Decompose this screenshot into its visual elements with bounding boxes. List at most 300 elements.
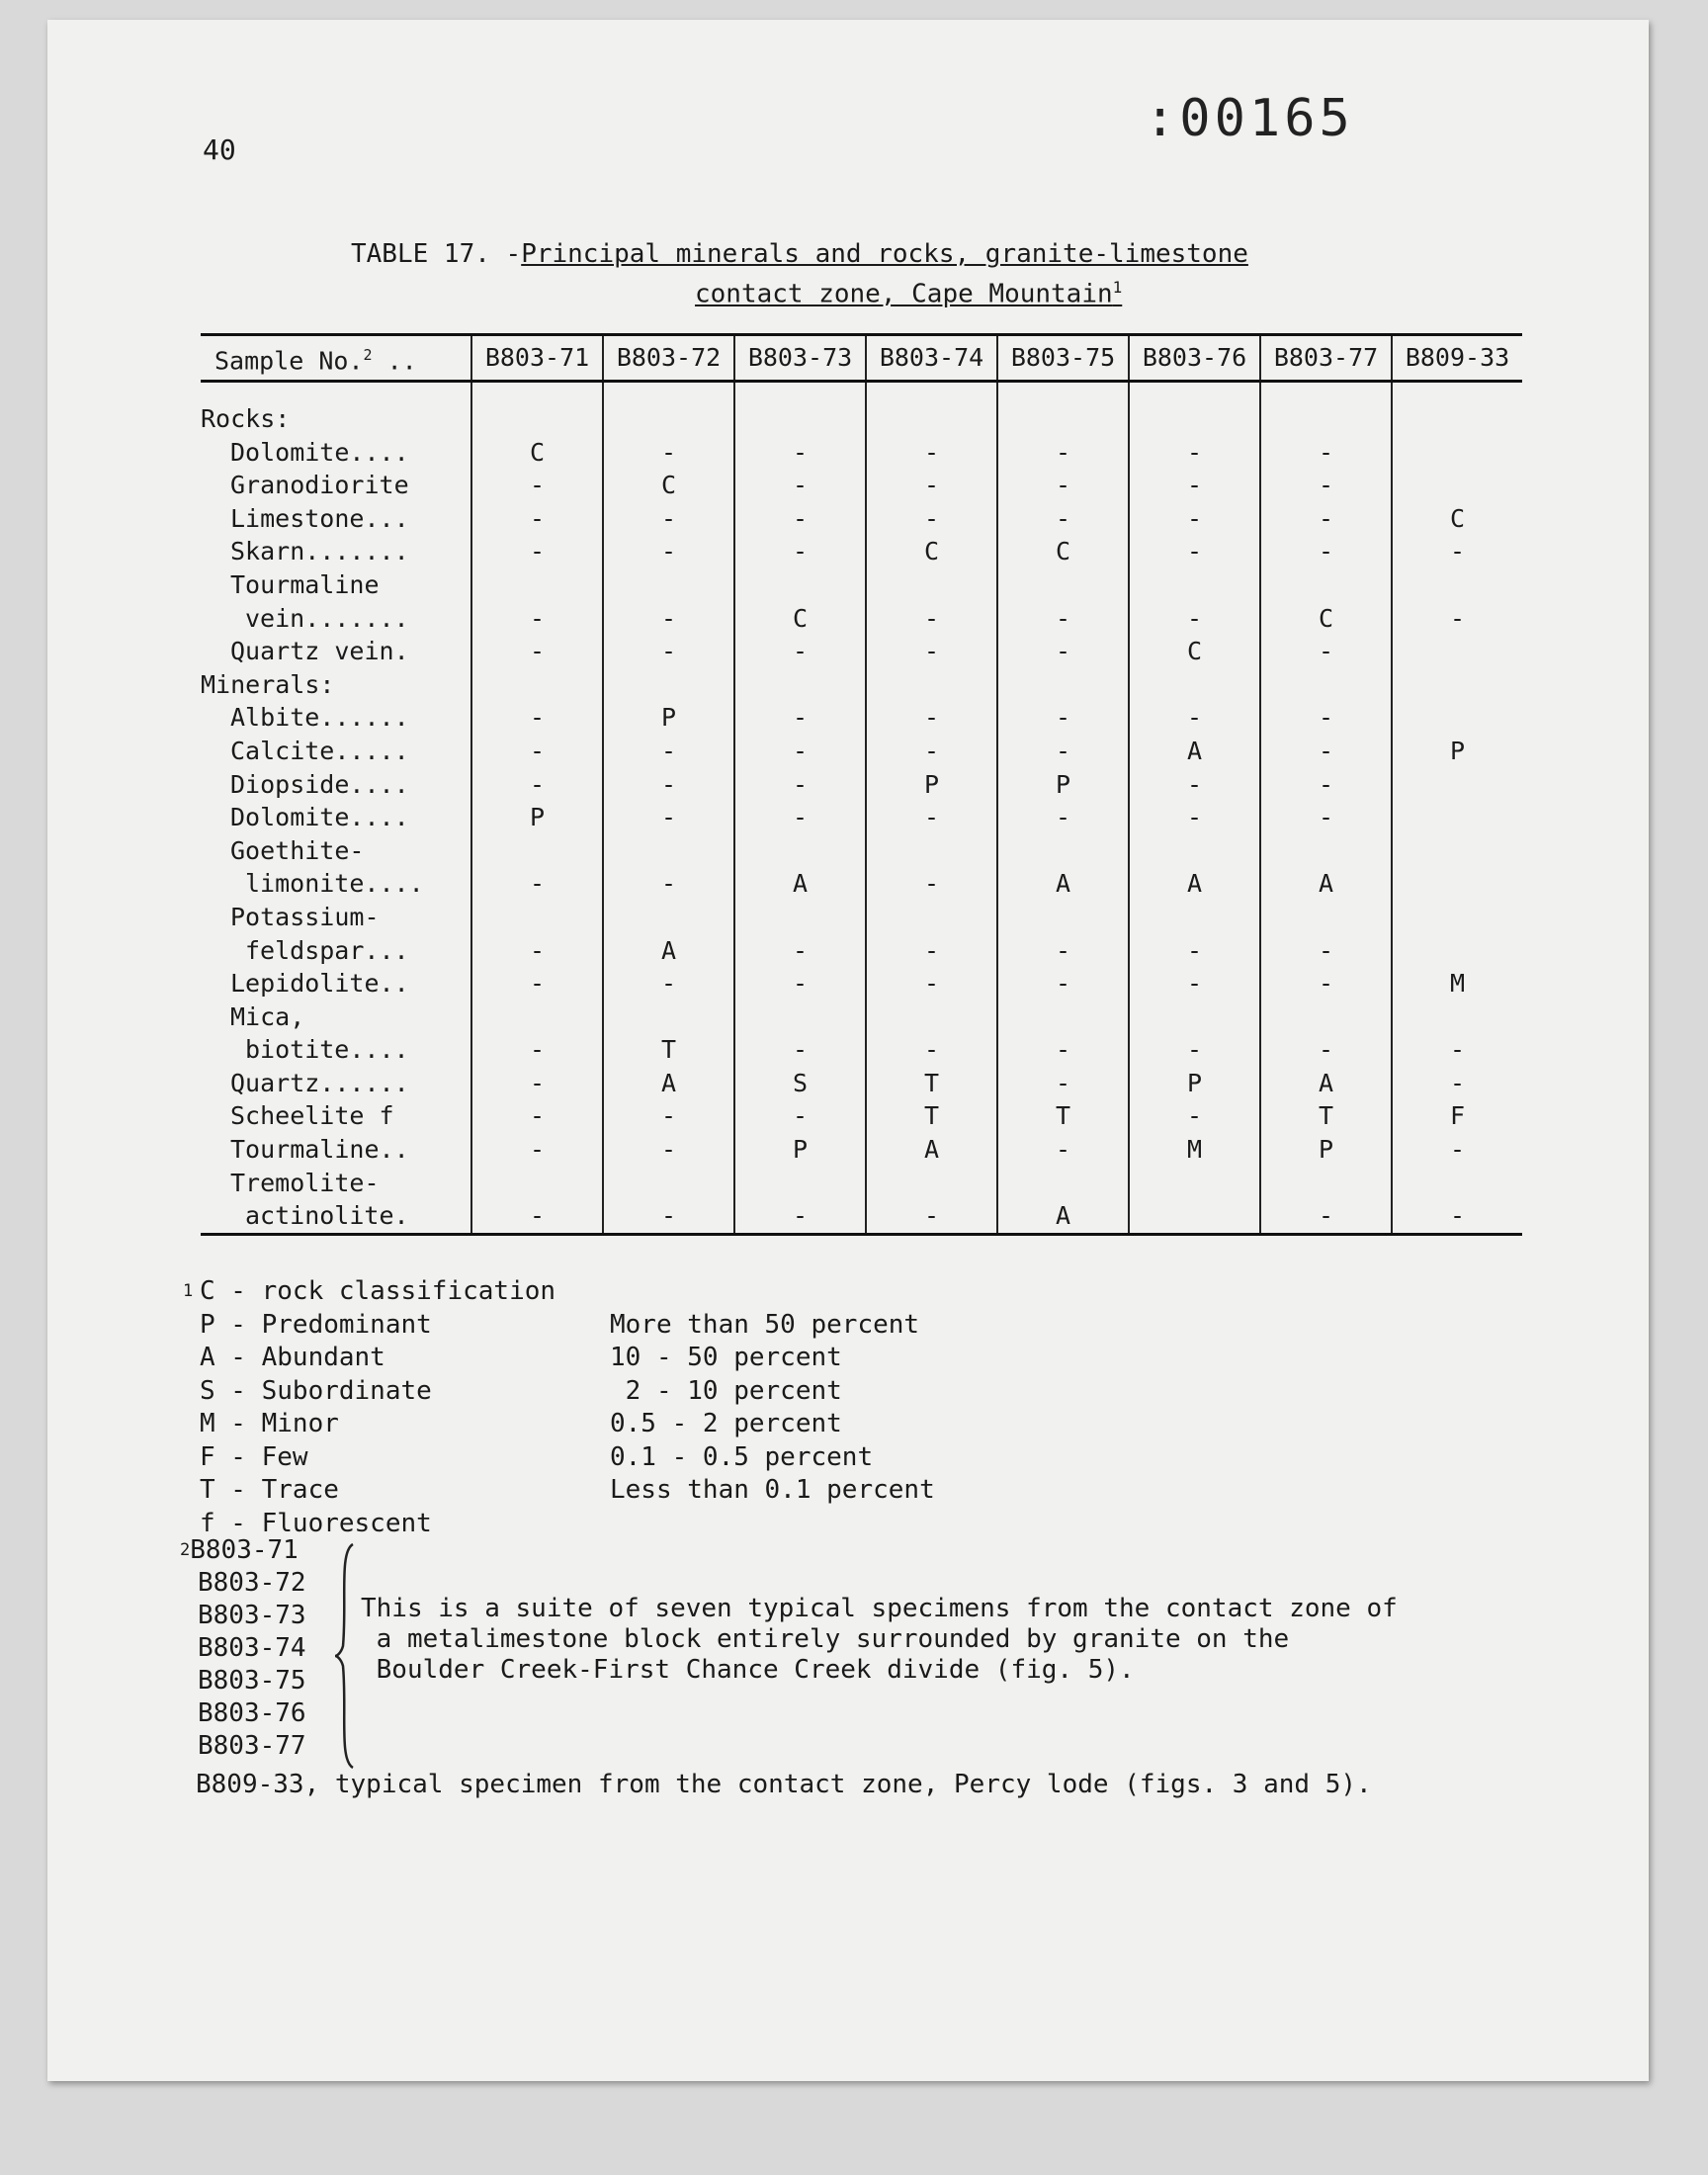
table-cell: C bbox=[603, 469, 734, 502]
column-header: B803-77 bbox=[1260, 335, 1392, 382]
table-cell: C bbox=[734, 602, 866, 636]
column-header: B803-73 bbox=[734, 335, 866, 382]
table-row bbox=[201, 402, 1522, 436]
table-row bbox=[201, 768, 1522, 802]
table-row bbox=[201, 1199, 1522, 1234]
table-cell bbox=[471, 668, 603, 702]
table-cell: - bbox=[997, 701, 1129, 735]
legend-code: S - Subordinate bbox=[200, 1375, 432, 1406]
row-label: Potassium- bbox=[230, 902, 380, 931]
legend-desc: More than 50 percent bbox=[610, 1309, 920, 1340]
table-cell: - bbox=[1260, 934, 1392, 968]
table-cell bbox=[1129, 1199, 1260, 1234]
table-cell: T bbox=[997, 1099, 1129, 1133]
table-cell: P bbox=[734, 1133, 866, 1167]
table-cell: - bbox=[1260, 701, 1392, 735]
table-cell: - bbox=[997, 469, 1129, 502]
table-cell: - bbox=[603, 436, 734, 470]
table-cell bbox=[997, 1167, 1129, 1200]
sample-item bbox=[198, 1600, 306, 1632]
table-cell: - bbox=[471, 1133, 603, 1167]
row-label: biotite.... bbox=[245, 1035, 409, 1065]
table-cell: A bbox=[1129, 867, 1260, 901]
table-cell: - bbox=[471, 701, 603, 735]
table-cell bbox=[1129, 402, 1260, 436]
table-cell bbox=[1392, 867, 1522, 901]
table-cell: T bbox=[603, 1033, 734, 1067]
table-cell: - bbox=[997, 1033, 1129, 1067]
table-cell: - bbox=[471, 602, 603, 636]
table-cell: - bbox=[997, 801, 1129, 834]
suite-line: This is a suite of seven typical specimens from the contact zone of bbox=[361, 1594, 1398, 1623]
table-cell: M bbox=[1392, 967, 1522, 1000]
table-cell: S bbox=[734, 1067, 866, 1100]
table-cell bbox=[1392, 901, 1522, 934]
table-cell bbox=[471, 1167, 603, 1200]
row-label: limonite.... bbox=[245, 869, 424, 899]
page-stamp: :00165 bbox=[1145, 89, 1354, 148]
table-cell: - bbox=[734, 436, 866, 470]
table-cell: A bbox=[866, 1133, 997, 1167]
table-cell bbox=[1129, 568, 1260, 602]
table-cell bbox=[1129, 1167, 1260, 1200]
table-cell bbox=[1392, 668, 1522, 702]
table-cell bbox=[1260, 668, 1392, 702]
minerals-table bbox=[201, 333, 1522, 1236]
table-cell bbox=[471, 834, 603, 868]
table-cell: C bbox=[997, 535, 1129, 568]
row-label: Quartz...... bbox=[230, 1068, 409, 1097]
header-sample-no-label: Sample No. bbox=[214, 345, 364, 375]
column-header: B803-74 bbox=[866, 335, 997, 382]
table-cell: - bbox=[1260, 469, 1392, 502]
table-cell: - bbox=[1392, 1033, 1522, 1067]
table-cell: - bbox=[1392, 1133, 1522, 1167]
table-cell bbox=[1129, 668, 1260, 702]
table-cell: - bbox=[471, 768, 603, 802]
column-header: B803-72 bbox=[603, 335, 734, 382]
row-label: actinolite. bbox=[201, 1199, 471, 1234]
sample-id: B803-72 bbox=[198, 1568, 306, 1598]
table-cell: - bbox=[1392, 1199, 1522, 1234]
table-row bbox=[201, 535, 1522, 568]
table-row bbox=[201, 1067, 1522, 1100]
table-cell bbox=[1392, 934, 1522, 968]
table-cell: - bbox=[734, 469, 866, 502]
table-cell: - bbox=[1129, 436, 1260, 470]
table-cell: - bbox=[866, 967, 997, 1000]
table-cell bbox=[603, 668, 734, 702]
title-footnote-mark: 1 bbox=[1112, 278, 1123, 297]
table-cell bbox=[734, 568, 866, 602]
table-cell: A bbox=[1260, 1067, 1392, 1100]
table-cell: A bbox=[997, 867, 1129, 901]
table-cell: - bbox=[603, 1133, 734, 1167]
column-header: B803-76 bbox=[1129, 335, 1260, 382]
table-cell bbox=[1129, 834, 1260, 868]
table-cell: - bbox=[734, 1199, 866, 1234]
table-cell bbox=[1392, 834, 1522, 868]
table-cell: - bbox=[603, 967, 734, 1000]
table-cell: - bbox=[734, 502, 866, 536]
table-cell: - bbox=[1260, 768, 1392, 802]
legend-footnote-mark: 1 bbox=[183, 1281, 194, 1301]
row-label: Granodiorite bbox=[230, 471, 409, 500]
header-footnote-mark: 2 bbox=[363, 345, 373, 364]
table-cell bbox=[866, 402, 997, 436]
table-cell bbox=[1392, 701, 1522, 735]
table-cell: A bbox=[997, 1199, 1129, 1234]
samples-footnote-mark: 2 bbox=[180, 1540, 191, 1560]
legend-code: M - Minor bbox=[200, 1409, 339, 1438]
table-cell: P bbox=[471, 801, 603, 834]
table-cell bbox=[997, 1000, 1129, 1034]
table-cell bbox=[866, 901, 997, 934]
table-cell bbox=[1392, 568, 1522, 602]
table-row bbox=[201, 568, 1522, 602]
legend-code: P - Predominant bbox=[200, 1309, 432, 1340]
table-cell: - bbox=[471, 635, 603, 668]
row-label: Rocks: bbox=[201, 404, 291, 433]
legend-desc: 0.5 - 2 percent bbox=[610, 1409, 842, 1438]
table-cell bbox=[603, 834, 734, 868]
sample-list bbox=[180, 1534, 306, 1763]
table-cell bbox=[734, 1167, 866, 1200]
table-cell: - bbox=[1260, 967, 1392, 1000]
sample-item bbox=[198, 1632, 306, 1665]
table-cell: C bbox=[1260, 602, 1392, 636]
sample-item bbox=[198, 1665, 306, 1697]
table-header-row bbox=[201, 335, 1522, 382]
table-cell: - bbox=[471, 735, 603, 768]
table-cell: - bbox=[866, 934, 997, 968]
table-cell: M bbox=[1129, 1133, 1260, 1167]
table-cell: - bbox=[603, 867, 734, 901]
table-cell: - bbox=[1260, 1033, 1392, 1067]
table-row bbox=[201, 867, 1522, 901]
table-cell bbox=[866, 1167, 997, 1200]
table-row bbox=[201, 602, 1522, 636]
table-cell: - bbox=[1129, 801, 1260, 834]
row-label: Scheelite f bbox=[230, 1101, 394, 1131]
table-cell: P bbox=[1392, 735, 1522, 768]
table-row bbox=[201, 801, 1522, 834]
table-cell: - bbox=[1129, 768, 1260, 802]
table-cell: - bbox=[471, 934, 603, 968]
table-cell: F bbox=[1392, 1099, 1522, 1133]
table-cell: A bbox=[1129, 735, 1260, 768]
table-row bbox=[201, 1133, 1522, 1167]
table-cell: - bbox=[1129, 502, 1260, 536]
table-row bbox=[201, 1000, 1522, 1034]
table-cell: A bbox=[1260, 867, 1392, 901]
table-cell: - bbox=[997, 735, 1129, 768]
table-cell: - bbox=[866, 602, 997, 636]
header-dots: .. bbox=[372, 345, 417, 375]
table-title bbox=[351, 237, 1438, 309]
row-label: Minerals: bbox=[201, 669, 335, 699]
table-cell: - bbox=[997, 1133, 1129, 1167]
table-row bbox=[201, 668, 1522, 702]
table-cell: - bbox=[866, 1033, 997, 1067]
brace-icon bbox=[333, 1542, 361, 1770]
table-cell: - bbox=[1392, 602, 1522, 636]
row-label: Dolomite.... bbox=[230, 803, 409, 832]
table-cell: - bbox=[603, 502, 734, 536]
table-body bbox=[201, 382, 1522, 1235]
table-cell bbox=[734, 1000, 866, 1034]
row-label: Skarn....... bbox=[230, 537, 409, 566]
row-label: Albite...... bbox=[230, 703, 409, 733]
table-cell: - bbox=[866, 1199, 997, 1234]
table-cell bbox=[734, 901, 866, 934]
table-cell bbox=[1392, 635, 1522, 668]
table-cell: - bbox=[1129, 1033, 1260, 1067]
sample-item bbox=[198, 1567, 306, 1600]
table-cell: - bbox=[866, 635, 997, 668]
legend-code: C - rock classification bbox=[200, 1276, 556, 1306]
legend-desc: 0.1 - 0.5 percent bbox=[610, 1441, 874, 1472]
sample-id: B803-77 bbox=[198, 1731, 306, 1761]
legend-code: F - Few bbox=[200, 1441, 308, 1472]
table-cell: - bbox=[1129, 701, 1260, 735]
table-cell: P bbox=[866, 768, 997, 802]
row-label: Dolomite.... bbox=[230, 437, 409, 467]
table-cell: - bbox=[1260, 535, 1392, 568]
table-cell: - bbox=[734, 635, 866, 668]
table-cell: - bbox=[734, 1033, 866, 1067]
table-cell: - bbox=[471, 502, 603, 536]
table-cell: - bbox=[603, 1099, 734, 1133]
table-title-line1: Principal minerals and rocks, granite-limestone bbox=[521, 239, 1248, 269]
table-cell: - bbox=[1260, 436, 1392, 470]
table-row bbox=[201, 469, 1522, 502]
table-cell bbox=[997, 668, 1129, 702]
table-cell: - bbox=[1392, 1067, 1522, 1100]
table-cell bbox=[1392, 436, 1522, 470]
table-cell: - bbox=[471, 867, 603, 901]
sample-item bbox=[198, 1730, 306, 1763]
row-label: Tourmaline.. bbox=[230, 1135, 409, 1165]
table-title-line2-text: contact zone, Cape Mountain bbox=[695, 279, 1113, 309]
column-header: B803-71 bbox=[471, 335, 603, 382]
legend-desc: 10 - 50 percent bbox=[610, 1343, 842, 1372]
sample-id: B803-74 bbox=[198, 1633, 306, 1663]
table-row bbox=[201, 635, 1522, 668]
table-cell: - bbox=[734, 768, 866, 802]
table-cell bbox=[734, 668, 866, 702]
table-cell: - bbox=[734, 1099, 866, 1133]
table-cell bbox=[1392, 1167, 1522, 1200]
table-cell: - bbox=[1129, 535, 1260, 568]
table-cell bbox=[997, 834, 1129, 868]
table-cell bbox=[1260, 402, 1392, 436]
table-title-label: TABLE 17. - bbox=[351, 239, 522, 269]
b809-33-note: B809-33, typical specimen from the contact zone, Percy lode (figs. 3 and 5). bbox=[196, 1770, 1372, 1799]
table-cell bbox=[997, 901, 1129, 934]
sample-rows bbox=[180, 1534, 306, 1763]
table-cell: - bbox=[866, 867, 997, 901]
table-cell bbox=[866, 834, 997, 868]
table-cell: - bbox=[997, 635, 1129, 668]
header-sample-no bbox=[201, 335, 471, 382]
table-cell bbox=[603, 1000, 734, 1034]
table-cell: P bbox=[603, 701, 734, 735]
table-cell: - bbox=[734, 801, 866, 834]
legend-code: T - Trace bbox=[200, 1475, 339, 1505]
table-cell bbox=[866, 1000, 997, 1034]
row-label: Calcite..... bbox=[230, 736, 409, 765]
table-cell: - bbox=[603, 735, 734, 768]
table-cell bbox=[471, 901, 603, 934]
table-cell bbox=[603, 402, 734, 436]
table-cell: - bbox=[1260, 1199, 1392, 1234]
row-label: Tremolite- bbox=[230, 1168, 380, 1197]
table-row bbox=[201, 901, 1522, 934]
legend-desc: Less than 0.1 percent bbox=[610, 1475, 935, 1505]
table-cell bbox=[471, 402, 603, 436]
table-cell bbox=[1392, 801, 1522, 834]
table-cell: - bbox=[997, 934, 1129, 968]
table-cell bbox=[1129, 1000, 1260, 1034]
table-cell: - bbox=[1260, 735, 1392, 768]
row-label: Tourmaline bbox=[230, 569, 380, 599]
table-cell: - bbox=[1129, 1099, 1260, 1133]
table-cell bbox=[1260, 1000, 1392, 1034]
table-row bbox=[201, 735, 1522, 768]
table-cell: - bbox=[866, 502, 997, 536]
table-cell: - bbox=[997, 502, 1129, 536]
table-cell: - bbox=[866, 436, 997, 470]
table-cell: - bbox=[866, 735, 997, 768]
legend-desc: 2 - 10 percent bbox=[610, 1375, 842, 1406]
table-cell bbox=[1392, 768, 1522, 802]
table-cell: C bbox=[866, 535, 997, 568]
table-cell: P bbox=[1260, 1133, 1392, 1167]
table-cell: - bbox=[997, 1067, 1129, 1100]
table-cell: - bbox=[997, 967, 1129, 1000]
column-header: B809-33 bbox=[1392, 335, 1522, 382]
table-cell: - bbox=[1129, 469, 1260, 502]
table-cell bbox=[1392, 1000, 1522, 1034]
table-cell bbox=[734, 402, 866, 436]
table-row bbox=[201, 967, 1522, 1000]
table-cell: A bbox=[734, 867, 866, 901]
table-cell bbox=[997, 568, 1129, 602]
table-cell bbox=[1260, 568, 1392, 602]
row-label: feldspar... bbox=[245, 935, 409, 965]
table-cell bbox=[1260, 1167, 1392, 1200]
table-cell bbox=[1392, 469, 1522, 502]
table-cell: - bbox=[734, 934, 866, 968]
table-cell bbox=[1260, 834, 1392, 868]
table-row bbox=[201, 1033, 1522, 1067]
suite-line: Boulder Creek-First Chance Creek divide (fig. 5). bbox=[361, 1655, 1135, 1685]
table-cell: - bbox=[471, 469, 603, 502]
table-cell: - bbox=[866, 469, 997, 502]
table-cell: T bbox=[866, 1067, 997, 1100]
table-cell: P bbox=[1129, 1067, 1260, 1100]
table-cell: - bbox=[734, 735, 866, 768]
sample-item bbox=[198, 1697, 306, 1730]
row-label: vein....... bbox=[245, 603, 409, 633]
legend-code: f - Fluorescent bbox=[200, 1508, 432, 1538]
table-cell: T bbox=[866, 1099, 997, 1133]
table-cell: - bbox=[471, 535, 603, 568]
table-row bbox=[201, 1167, 1522, 1200]
table-cell: - bbox=[471, 1099, 603, 1133]
table-cell: - bbox=[1260, 502, 1392, 536]
table-cell: P bbox=[997, 768, 1129, 802]
sample-id: B803-75 bbox=[198, 1666, 306, 1696]
table-cell: - bbox=[471, 967, 603, 1000]
table-cell: - bbox=[603, 801, 734, 834]
table-cell bbox=[1260, 901, 1392, 934]
table-cell: C bbox=[471, 436, 603, 470]
table-cell bbox=[471, 1000, 603, 1034]
table-cell bbox=[603, 568, 734, 602]
row-label: Mica, bbox=[230, 1001, 305, 1031]
row-label: Goethite- bbox=[230, 835, 365, 865]
table-cell bbox=[734, 834, 866, 868]
table-cell: - bbox=[603, 1199, 734, 1234]
sample-id: B803-71 bbox=[190, 1535, 299, 1565]
table-cell: - bbox=[866, 701, 997, 735]
row-label: Limestone... bbox=[230, 503, 409, 533]
table-cell: C bbox=[1129, 635, 1260, 668]
column-header: B803-75 bbox=[997, 335, 1129, 382]
table-cell bbox=[471, 568, 603, 602]
table-cell bbox=[603, 1167, 734, 1200]
suite-line: a metalimestone block entirely surrounded by granite on the bbox=[361, 1624, 1290, 1654]
table-cell: - bbox=[603, 602, 734, 636]
suite-description bbox=[361, 1594, 1398, 1686]
table-cell bbox=[1392, 402, 1522, 436]
legend-code: A - Abundant bbox=[200, 1343, 385, 1372]
row-label: Lepidolite.. bbox=[230, 969, 409, 999]
table-row bbox=[201, 934, 1522, 968]
table-cell: C bbox=[1392, 502, 1522, 536]
table-cell: - bbox=[1260, 635, 1392, 668]
table-cell bbox=[997, 402, 1129, 436]
table-cell: - bbox=[734, 967, 866, 1000]
table-cell: - bbox=[997, 436, 1129, 470]
page-number: 40 bbox=[203, 133, 236, 166]
table-cell bbox=[603, 901, 734, 934]
table-cell: - bbox=[603, 768, 734, 802]
table-row bbox=[201, 701, 1522, 735]
table-cell bbox=[866, 668, 997, 702]
table-cell: T bbox=[1260, 1099, 1392, 1133]
table-cell: - bbox=[1392, 535, 1522, 568]
sample-item bbox=[180, 1534, 306, 1567]
table-row bbox=[201, 1099, 1522, 1133]
spacer-row bbox=[201, 382, 1522, 403]
table-cell: - bbox=[734, 535, 866, 568]
table-cell: - bbox=[471, 1067, 603, 1100]
row-label: Quartz vein. bbox=[230, 637, 409, 666]
table-cell: - bbox=[1129, 934, 1260, 968]
table-cell bbox=[1129, 901, 1260, 934]
table-cell: - bbox=[1260, 801, 1392, 834]
table-cell: - bbox=[1129, 967, 1260, 1000]
table-cell: - bbox=[471, 1033, 603, 1067]
row-label: Diopside.... bbox=[230, 769, 409, 799]
table-cell: - bbox=[603, 535, 734, 568]
sample-id: B803-76 bbox=[198, 1698, 306, 1728]
table-cell: - bbox=[471, 1199, 603, 1234]
table-cell bbox=[866, 568, 997, 602]
